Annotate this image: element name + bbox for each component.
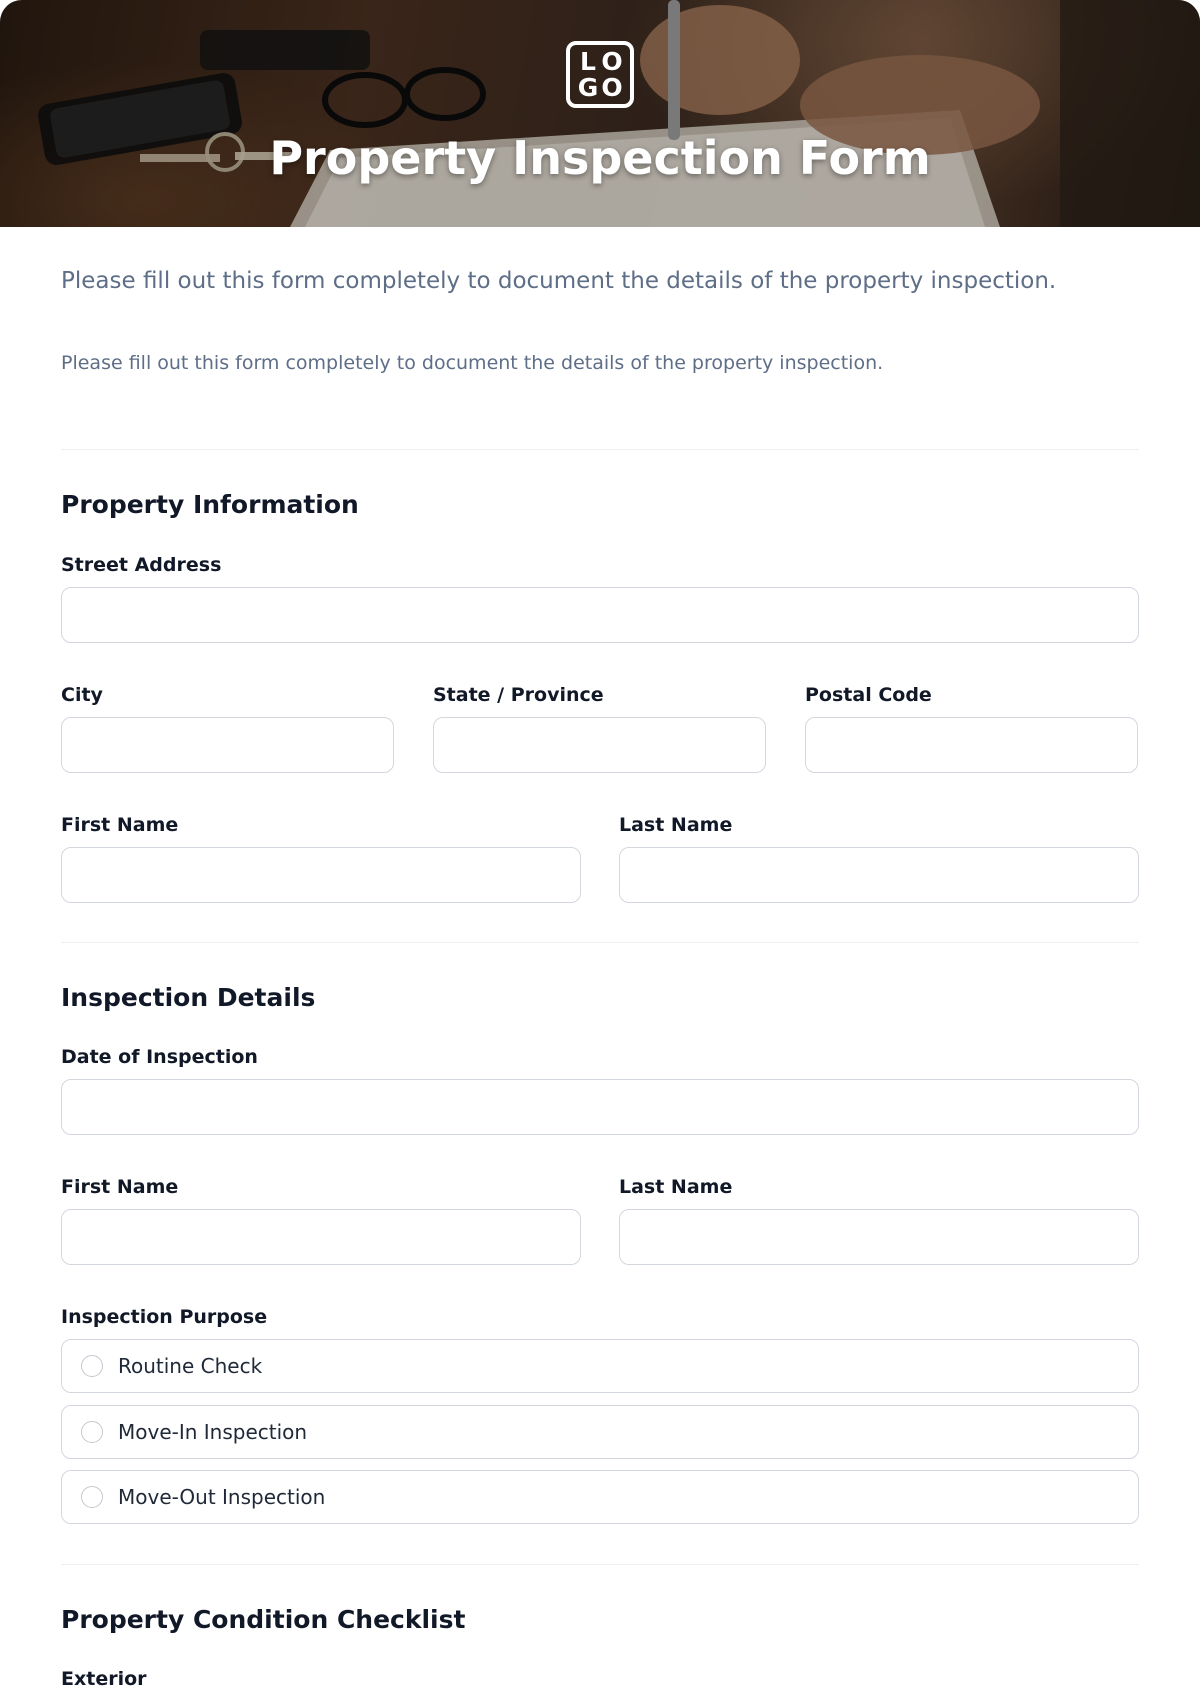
city-label: City [61,684,103,706]
purpose-option-move-out[interactable] [61,1470,1139,1524]
radio-button[interactable] [81,1355,103,1377]
logo-letter: O [601,46,623,76]
section-title-inspection-details: Inspection Details [61,983,316,1012]
date-of-inspection-label: Date of Inspection [61,1046,258,1068]
first-name-label: First Name [61,814,179,836]
radio-label: Move-Out Inspection [118,1485,326,1509]
section-divider [61,1564,1139,1565]
form-subdescription: Please fill out this form completely to document the details of the property inspection. [61,352,884,374]
last-name-label: Last Name [619,814,733,836]
postal-code-label: Postal Code [805,684,932,706]
postal-code-input[interactable] [805,717,1138,773]
section-title-condition-checklist: Property Condition Checklist [61,1605,466,1634]
section-divider [61,942,1139,943]
radio-label: Routine Check [118,1354,263,1378]
purpose-option-move-in[interactable] [61,1405,1139,1459]
first-name-input[interactable] [61,847,581,903]
header-banner [0,0,1200,227]
state-province-input[interactable] [433,717,766,773]
logo [566,41,634,108]
inspector-last-name-label: Last Name [619,1176,733,1198]
last-name-input[interactable] [619,847,1139,903]
inspector-first-name-input[interactable] [61,1209,581,1265]
logo-letter: O [601,73,623,103]
purpose-option-routine-check[interactable] [61,1339,1139,1393]
exterior-label: Exterior [61,1668,147,1690]
inspector-last-name-input[interactable] [619,1209,1139,1265]
state-province-label: State / Province [433,684,604,706]
section-divider [61,449,1139,450]
date-of-inspection-input[interactable] [61,1079,1139,1135]
form-description: Please fill out this form completely to document the details of the property inspection. [61,268,1057,294]
street-address-label: Street Address [61,554,222,576]
inspector-first-name-label: First Name [61,1176,179,1198]
inspection-purpose-label: Inspection Purpose [61,1306,268,1328]
logo-letter: G [577,73,599,103]
logo-letter: L [580,46,596,76]
radio-label: Move-In Inspection [118,1420,308,1444]
radio-button[interactable] [81,1421,103,1443]
page-title: Property Inspection Form [269,131,931,185]
city-input[interactable] [61,717,394,773]
section-title-property-information: Property Information [61,490,359,519]
radio-button[interactable] [81,1486,103,1508]
street-address-input[interactable] [61,587,1139,643]
